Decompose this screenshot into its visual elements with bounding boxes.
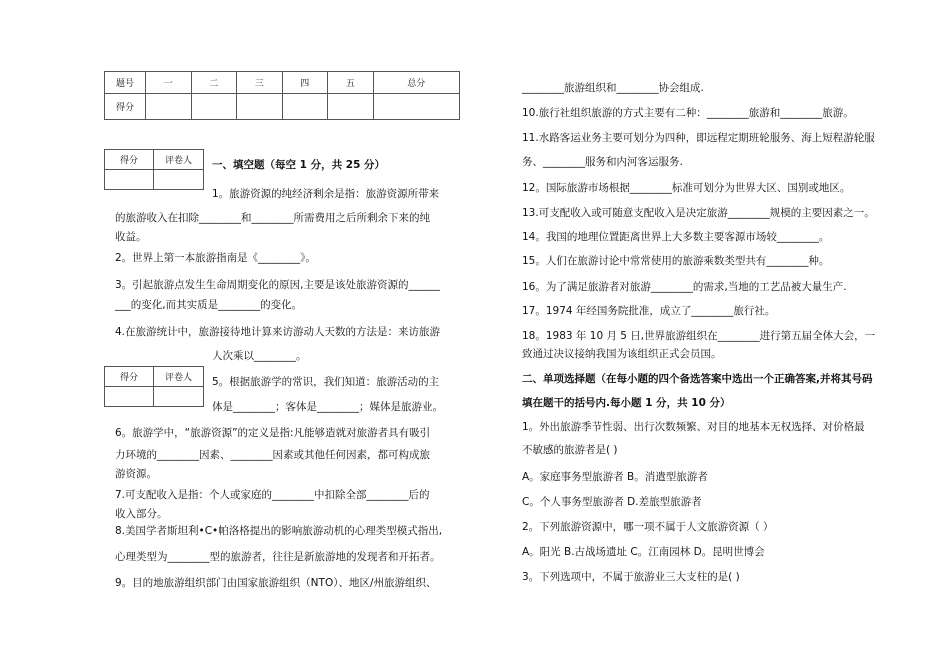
score-table-header-cell: 题号 <box>105 72 146 94</box>
question-line: 人次乘以________。 <box>212 350 307 362</box>
score-table-header-cell: 三 <box>237 72 283 94</box>
grader-box-score-label: 得分 <box>105 150 154 170</box>
score-cell <box>237 94 283 120</box>
question-line: 务、________服务和内河客运服务. <box>522 156 683 168</box>
score-cell <box>146 94 192 120</box>
score-table-header-cell: 总分 <box>373 72 459 94</box>
grader-box-cell <box>154 387 204 407</box>
score-cell <box>373 94 459 120</box>
question-line: 17。1974 年经国务院批准，成立了________旅行社。 <box>522 305 776 317</box>
grader-box-grader-label: 评卷人 <box>154 367 204 387</box>
score-table-header-cell: 二 <box>191 72 237 94</box>
question-line: 12。国际旅游市场根据________标准可划分为世界大区、国别或地区。 <box>522 182 851 194</box>
question-line: 11.水路客运业务主要可划分为四种，即远程定期班轮服务、海上短程游轮服 <box>522 132 875 144</box>
grader-box-cell <box>105 170 154 190</box>
grader-box-cell <box>154 170 204 190</box>
question-line: ___的变化,而其实质是________的变化。 <box>115 299 303 311</box>
question-line: 7.可支配收入是指：个人或家庭的________中扣除全部________后的 <box>115 489 430 501</box>
question-line: 13.可支配收入或可随意支配收入是决定旅游________规模的主要因素之一。 <box>522 207 875 219</box>
score-cell <box>191 94 237 120</box>
section2-title: 填在题干的括号内.每小题 1 分，共 10 分） <box>522 397 731 409</box>
grader-box-grader-label: 评卷人 <box>154 150 204 170</box>
score-table-header-cell: 四 <box>282 72 328 94</box>
question-line: 收入部分。 <box>115 508 168 520</box>
question-line: 不敏感的旅游者是( ) <box>522 444 618 456</box>
grader-box-score-label: 得分 <box>105 367 154 387</box>
question-line: 16。为了满足旅游者对旅游________的需求,当地的工艺品被大量生产. <box>522 281 847 293</box>
question-line: 体是________；客体是________；媒体是旅游业。 <box>212 401 443 413</box>
question-line: 游资源。 <box>115 468 157 480</box>
question-line: 力环境的________因素、________因素或其他任何因素，都可构成旅 <box>115 449 430 461</box>
question-line: 1。外出旅游季节性弱、出行次数频繁、对目的地基本无权选择、对价格最 <box>522 421 865 433</box>
question-line: 2。世界上第一本旅游指南是《________》。 <box>115 252 316 264</box>
grader-box <box>104 366 204 407</box>
question-line: 9。目的地旅游组织部门由国家旅游组织（NTO）、地区/州旅游组织、 <box>115 577 437 589</box>
score-cell <box>328 94 374 120</box>
question-line: 3。下列选项中，不属于旅游业三大支柱的是( ) <box>522 571 740 583</box>
question-line: 18。1983 年 10 月 5 日,世界旅游组织在________进行第五届全体大会，一 <box>522 330 876 342</box>
question-line: 3。引起旅游点发生生命周期变化的原因,主要是该处旅游资源的______ <box>115 279 441 291</box>
score-cell <box>282 94 328 120</box>
grader-box <box>104 149 204 190</box>
answer-options: A。阳光 B.古战场遗址 C。江南园林 D。昆明世博会 <box>522 546 765 558</box>
score-table-row-label: 得分 <box>105 94 146 120</box>
score-table-header-cell: 五 <box>328 72 374 94</box>
question-line: 15。人们在旅游讨论中常常使用的旅游乘数类型共有________种。 <box>522 255 830 267</box>
score-table-header-cell: 一 <box>146 72 192 94</box>
question-line: 2。下列旅游资源中，哪一项不属于人文旅游资源（ ） <box>522 521 774 533</box>
question-line: 4.在旅游统计中，旅游接待地计算来访游动人天数的方法是：来访旅游 <box>115 326 441 338</box>
question-line: 的旅游收入在扣除________和________所需费用之后所剩余下来的纯 <box>115 212 430 224</box>
question-line: 收益。 <box>115 231 147 243</box>
question-line: 1。旅游资源的纯经济剩余是指：旅游资源所带来 <box>212 188 440 200</box>
section2-title: 二、单项选择题（在每小题的四个备选答案中选出一个正确答案,并将其号码 <box>522 373 873 385</box>
question-line: 14。我国的地理位置距离世界上大多数主要客源市场较________。 <box>522 231 830 243</box>
question-line: 10.旅行社组织旅游的方式主要有二种：________旅游和________旅游。 <box>522 107 854 119</box>
grader-box-cell <box>105 387 154 407</box>
section1-title: 一、填空题（每空 1 分，共 25 分） <box>212 159 386 171</box>
question-line: 6。旅游学中，“旅游资源”的定义是指:凡能够造就对旅游者具有吸引 <box>115 427 431 439</box>
question-line: 5。根据旅游学的常识，我们知道：旅游活动的主 <box>212 376 440 388</box>
answer-options: C。个人事务型旅游者 D.差旅型旅游者 <box>522 496 702 508</box>
question-line: 致通过决议接纳我国为该组织正式会员国。 <box>522 348 722 360</box>
answer-options: A。家庭事务型旅游者 B。消遣型旅游者 <box>522 471 708 483</box>
score-table <box>104 71 460 120</box>
question-line: 心理类型为________型的旅游者，往往是新旅游地的发现者和开拓者。 <box>115 551 441 563</box>
question-line: ________旅游组织和________协会组成. <box>522 82 704 94</box>
question-line: 8.美国学者斯坦利•C•帕洛格提出的影响旅游动机的心理类型模式指出, <box>115 525 443 537</box>
